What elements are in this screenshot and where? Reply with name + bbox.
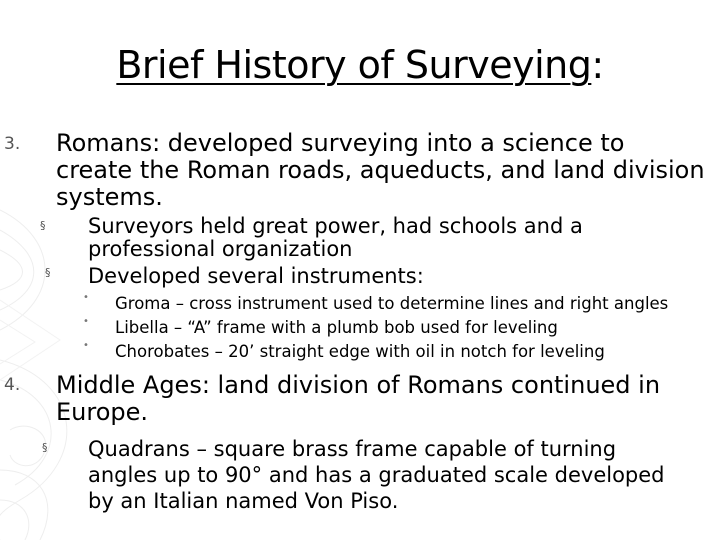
list-number: 4.: [4, 375, 21, 395]
list-item-instruments: Developed several instruments:: [88, 264, 424, 288]
bullet-dot: •: [83, 340, 89, 351]
bullet-dot: •: [83, 316, 89, 327]
section-bullet: §: [40, 219, 46, 232]
bullet-dot: •: [83, 292, 89, 303]
list-item-quadrans: Quadrans – square brass frame capable of turning angles up to 90° and has a graduated scale developed by an Italian named Von Piso.: [88, 437, 665, 513]
list-number: 3.: [4, 134, 21, 154]
slide-title-text: Brief History of Surveying: [116, 43, 592, 87]
list-item-surveyors-power: Surveyors held great power, had schools and a professional organization: [88, 214, 583, 261]
slide-title: [0, 40, 720, 90]
list-item-romans: Romans: developed surveying into a science to create the Roman roads, aqueducts, and land division systems.: [56, 129, 705, 211]
list-item-middle-ages: Middle Ages: land division of Romans continued in Europe.: [56, 371, 661, 426]
section-bullet: §: [42, 441, 48, 454]
list-item-libella: Libella – “A” frame with a plumb bob used for leveling: [115, 318, 558, 337]
list-item-chorobates: Chorobates – 20’ straight edge with oil in notch for leveling: [115, 342, 605, 361]
list-item-groma: Groma – cross instrument used to determine lines and right angles: [115, 294, 669, 313]
slide-title-colon: :: [591, 43, 604, 87]
section-bullet: §: [45, 266, 51, 279]
